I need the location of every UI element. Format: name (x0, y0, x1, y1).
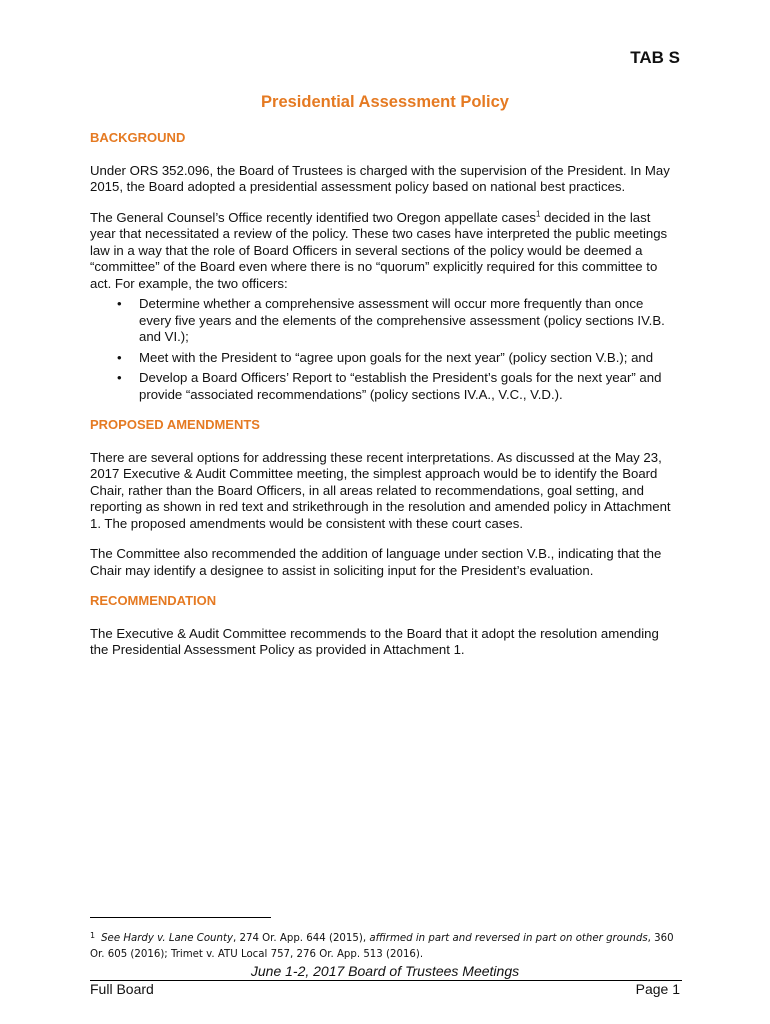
background-heading: BACKGROUND (90, 130, 186, 145)
footnote-divider (90, 917, 271, 918)
background-paragraph-1: Under ORS 352.096, the Board of Trustees is charged with the supervision of the President. In May 2015, the Board adopted a presidential assessment policy based on national best practices. (90, 162, 670, 194)
list-item-text: Determine whether a comprehensive assessment will occur more frequently than once every five years and the elements of the comprehensive assessment (policy sections IV.B. and VI.); (139, 296, 665, 344)
list-item-text: Develop a Board Officers’ Report to “establish the President’s goals for the next year” and provide “associated recommendations” (policy sections IV.A., V.C., V.D.). (139, 370, 662, 402)
footer-left-label: Full Board (90, 981, 154, 997)
background-paragraph-2 (90, 210, 678, 293)
recommendation-paragraph: The Executive & Audit Committee recommends to the Board that it adopt the resolution amending the Presidential Assessment Policy as provided in Attachment 1. (90, 625, 659, 657)
list-item (117, 296, 678, 346)
page-number: Page 1 (635, 981, 680, 997)
footnote-case-1: See Hardy v. Lane County (101, 933, 233, 944)
tab-label: TAB S (630, 48, 680, 67)
footnote-citation-1: , 274 Or. App. 644 (2015), (233, 933, 370, 944)
amendments-paragraph-1: There are several options for addressing these recent interpretations. As discussed at the May 23, 2017 Executive & Audit Committee meeting, the simplest approach would be to identify the Board Chair, rather than the Board Officers, in all areas related to recommendations, goal setting, and reporting as shown in red text and strikethrough in the resolution and amended policy in Attachment 1. The proposed amendments would be consistent with these court cases. (90, 449, 671, 531)
list-item-text: Meet with the President to “agree upon goals for the next year” (policy section V.B.); and (139, 349, 654, 365)
footnote-history: affirmed in part and reversed in part on other grounds (369, 933, 648, 944)
footer-meeting: June 1-2, 2017 Board of Trustees Meetings (250, 963, 520, 979)
footnote-number: 1 (90, 931, 96, 940)
list-item (117, 349, 678, 367)
footer-divider (90, 980, 682, 981)
bullet-icon: • (117, 296, 122, 311)
amendments-heading: PROPOSED AMENDMENTS (90, 417, 260, 432)
background-paragraph-2-start: The General Counsel’s Office recently identified two Oregon appellate cases (90, 209, 536, 225)
list-item (117, 370, 678, 403)
footnote-citation-2: , 360 Or. 605 (2016); Trimet v. ATU Local 757, 276 Or. App. 513 (2016). (90, 933, 674, 960)
amendments-paragraph-2: The Committee also recommended the addition of language under section V.B., indicating that the Chair may identify a designee to assist in soliciting input for the President’s evaluation. (90, 546, 662, 578)
footnote (90, 928, 680, 963)
background-paragraph-2-end: decided in the last year that necessitated a review of the policy. These two cases have interpreted the public meetings law in a way that the role of Board Officers in several sections of the policy would be deemed a “committee” of the Board even where there is no “quorum” explicitly required for this committee to act. For example, the two officers: (90, 209, 668, 291)
officer-duties-list (90, 296, 678, 403)
footnote-reference[interactable]: 1 (535, 209, 541, 219)
document-title: Presidential Assessment Policy (261, 93, 509, 111)
bullet-icon: • (117, 349, 122, 365)
recommendation-heading: RECOMMENDATION (90, 593, 217, 608)
document-body (90, 130, 678, 673)
bullet-icon: • (117, 370, 122, 385)
